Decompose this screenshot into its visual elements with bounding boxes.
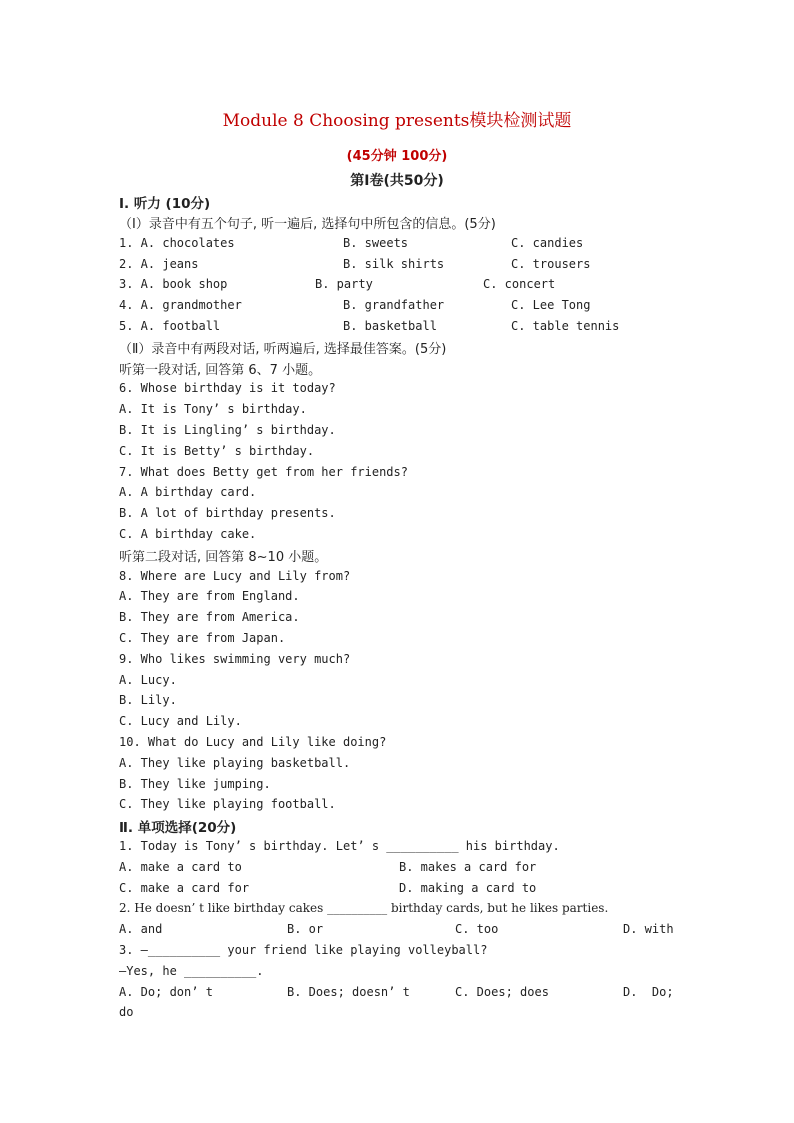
q3-option-c: C. concert	[483, 277, 556, 291]
q2-option-c: C. trousers	[511, 257, 591, 271]
instruction-1: （Ⅰ）录音中有五个句子, 听一遍后, 选择句中所包含的信息。(5分)	[119, 217, 496, 232]
section-heading-listening: Ⅰ. 听力 (10分)	[119, 196, 211, 212]
choice-q3-option-d: D. Do;	[623, 985, 674, 999]
q2-option-b: B. silk shirts	[343, 257, 445, 271]
q7-option-b: B. A lot of birthday presents.	[119, 506, 336, 520]
q1-option-a: 1. A. chocolates	[119, 236, 235, 250]
q3-option-a: 3. A. book shop	[119, 277, 228, 291]
choice-q2-option-a: A. and	[119, 922, 163, 936]
q8-option-a: A. They are from England.	[119, 589, 300, 603]
q4-option-c: C. Lee Tong	[511, 298, 591, 312]
part-heading: 第Ⅰ卷(共50分)	[350, 173, 444, 189]
choice-question-2: 2. He doesn’ t like birthday cakes __________ birthday cards, but he likes parties.	[119, 901, 609, 915]
time-score: (45分钟 100分)	[346, 149, 448, 164]
choice-q3-option-a: A. Do; don’ t	[119, 985, 213, 999]
question-6: 6. Whose birthday is it today?	[119, 381, 336, 395]
question-9: 9. Who likes swimming very much?	[119, 652, 351, 666]
q3-option-b: B. party	[315, 277, 373, 291]
q8-option-c: C. They are from Japan.	[119, 631, 286, 645]
question-7: 7. What does Betty get from her friends?	[119, 465, 408, 479]
q7-option-c: C. A birthday cake.	[119, 527, 257, 541]
q7-option-a: A. A birthday card.	[119, 485, 257, 499]
choice-q3-option-b: B. Does; doesn’ t	[287, 985, 410, 999]
q10-option-b: B. They like jumping.	[119, 777, 271, 791]
section-heading-choice: Ⅱ. 单项选择(20分)	[119, 820, 237, 836]
q4-option-b: B. grandfather	[343, 298, 445, 312]
choice-q2-option-d: D. with	[623, 922, 674, 936]
dialog-1-note: 听第一段对话, 回答第 6、7 小题。	[119, 363, 322, 378]
choice-question-3: 3. —__________ your friend like playing volleyball?	[119, 943, 488, 957]
dialog-2-note: 听第二段对话, 回答第 8~10 小题。	[119, 550, 328, 565]
q10-option-c: C. They like playing football.	[119, 797, 336, 811]
choice-q1-option-a: A. make a card to	[119, 860, 242, 874]
choice-q3-option-d-continued: do	[119, 1005, 134, 1019]
choice-q1-option-c: C. make a card for	[119, 881, 250, 895]
q9-option-c: C. Lucy and Lily.	[119, 714, 242, 728]
choice-q2-option-c: C. too	[455, 922, 499, 936]
q6-option-b: B. It is Lingling’ s birthday.	[119, 423, 336, 437]
choice-question-1: 1. Today is Tony’ s birthday. Let’ s __________ his birthday.	[119, 839, 560, 853]
choice-q2-option-b: B. or	[287, 922, 324, 936]
page-title: Module 8 Choosing presents模块检测试题	[222, 111, 572, 131]
q5-option-c: C. table tennis	[511, 319, 620, 333]
choice-q1-option-b: B. makes a card for	[399, 860, 537, 874]
q9-option-a: A. Lucy.	[119, 673, 177, 687]
q10-option-a: A. They like playing basketball.	[119, 756, 351, 770]
q6-option-c: C. It is Betty’ s birthday.	[119, 444, 315, 458]
q8-option-b: B. They are from America.	[119, 610, 300, 624]
choice-q3-option-c: C. Does; does	[455, 985, 549, 999]
question-8: 8. Where are Lucy and Lily from?	[119, 569, 351, 583]
q9-option-b: B. Lily.	[119, 693, 177, 707]
q4-option-a: 4. A. grandmother	[119, 298, 242, 312]
choice-question-3-reply: —Yes, he __________.	[119, 964, 264, 978]
q1-option-c: C. candies	[511, 236, 584, 250]
choice-q1-option-d: D. making a card to	[399, 881, 537, 895]
question-10: 10. What do Lucy and Lily like doing?	[119, 735, 387, 749]
q1-option-b: B. sweets	[343, 236, 409, 250]
instruction-2: （Ⅱ）录音中有两段对话, 听两遍后, 选择最佳答案。(5分)	[119, 342, 447, 357]
q5-option-b: B. basketball	[343, 319, 437, 333]
q5-option-a: 5. A. football	[119, 319, 221, 333]
q2-option-a: 2. A. jeans	[119, 257, 199, 271]
q6-option-a: A. It is Tony’ s birthday.	[119, 402, 307, 416]
